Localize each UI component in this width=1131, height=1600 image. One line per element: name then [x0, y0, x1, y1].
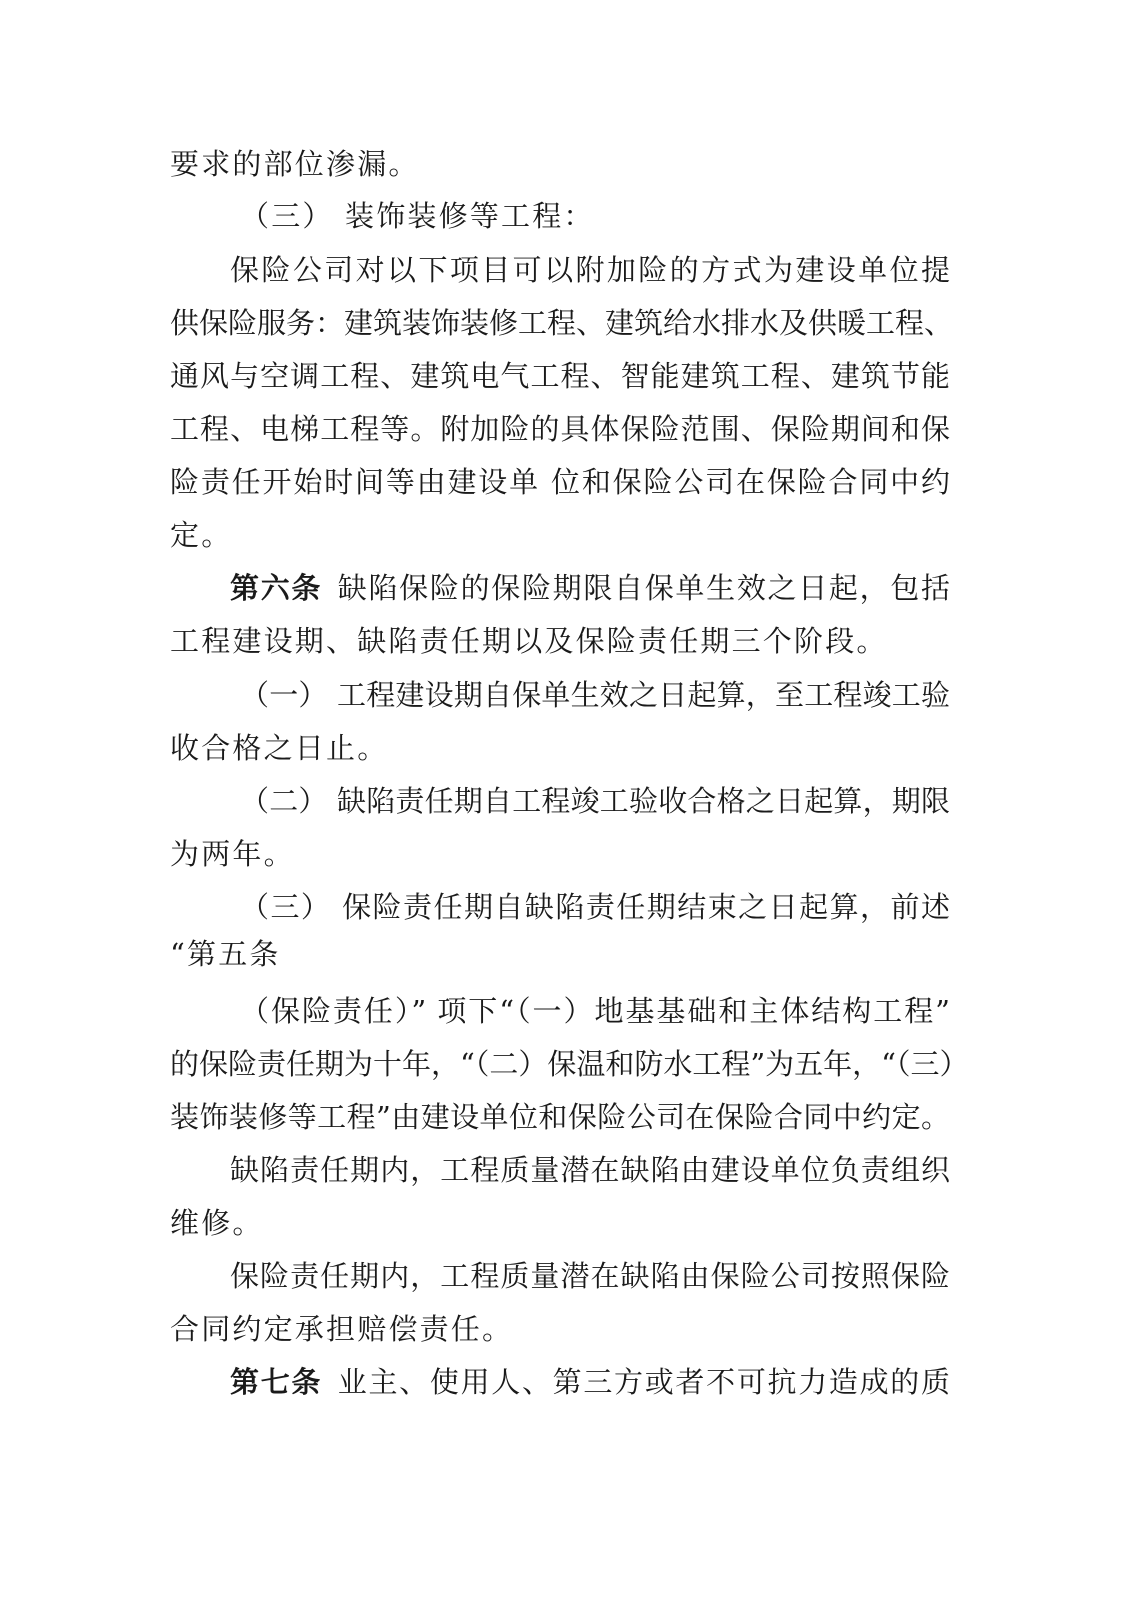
text-line: （二） 缺陷责任期自工程竣工验收合格之日起算，期限 — [240, 784, 950, 818]
text-line: 通风与空调工程、建筑电气工程、智能建筑工程、建筑节能 — [170, 359, 950, 393]
text-line: （保险责任）” 项下“（一）地基基础和主体结构工程” — [240, 994, 950, 1028]
text-line: 合同约定承担赔偿责任。 — [170, 1312, 514, 1346]
text-line: 维修。 — [170, 1206, 264, 1240]
section-heading: （三） 装饰装修等工程： — [240, 199, 595, 233]
article-7-label: 第七条 — [230, 1365, 323, 1399]
text-line: 定。 — [170, 518, 233, 552]
text-line: 工程建设期、缺陷责任期以及保险责任期三个阶段。 — [170, 624, 888, 658]
text-line: （三） 保险责任期自缺陷责任期结束之日起算，前述 — [240, 890, 950, 924]
article-6-label: 第六条 — [230, 571, 323, 605]
text-line: 装饰装修等工程”由建设单位和保险公司在保险合同中约定。 — [170, 1100, 950, 1134]
text-line: 的保险责任期为十年，“（二）保温和防水工程”为五年，“（三） — [170, 1047, 969, 1081]
text-span: 缺陷保险的保险期限自保单生效之日起，包括 — [336, 571, 950, 605]
article-7-paragraph — [230, 1362, 950, 1402]
text-line: 保险责任期内，工程质量潜在缺陷由保险公司按照保险 — [230, 1259, 950, 1293]
text-line: 供保险服务：建筑装饰装修工程、建筑给水排水及供暖工程、 — [170, 306, 954, 340]
text-line: 为两年。 — [170, 837, 295, 871]
text-span: 业主、使用人、第三方或者不可抗力造成的质 — [336, 1365, 950, 1399]
text-line: 收合格之日止。 — [170, 731, 389, 765]
text-line: “第五条 — [170, 937, 281, 971]
text-line: 工程、电梯工程等。附加险的具体保险范围、保险期间和保 — [170, 412, 950, 446]
article-6-paragraph — [230, 568, 950, 608]
text-line: 要求的部位渗漏。 — [170, 147, 420, 181]
text-line: （一） 工程建设期自保单生效之日起算，至工程竣工验 — [240, 678, 950, 712]
text-line: 保险公司对以下项目可以附加险的方式为建设单位提 — [230, 253, 950, 287]
text-line: 缺陷责任期内，工程质量潜在缺陷由建设单位负责组织 — [230, 1153, 950, 1187]
text-line: 险责任开始时间等由建设单 位和保险公司在保险合同中约 — [170, 465, 950, 499]
